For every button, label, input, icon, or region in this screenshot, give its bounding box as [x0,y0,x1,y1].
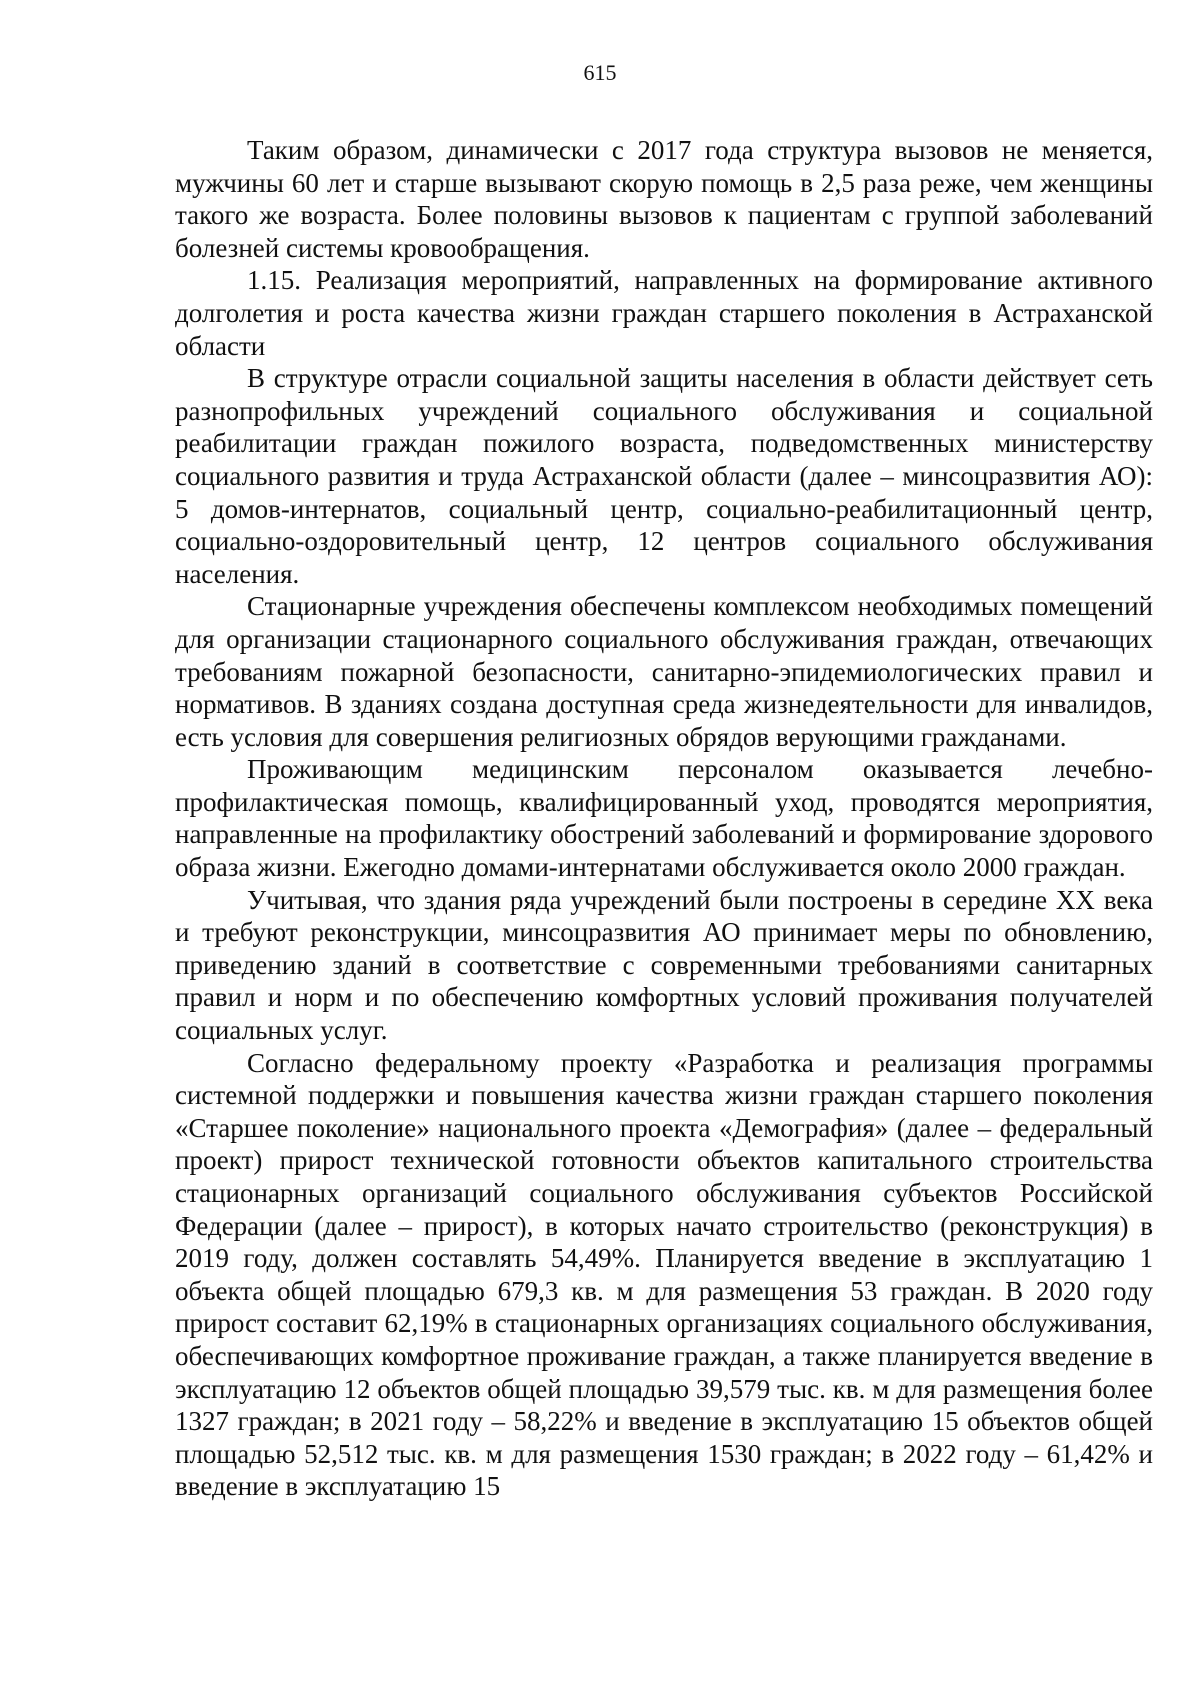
body-text [175,134,1153,1503]
paragraph-summary: Таким образом, динамически с 2017 года структура вызовов не меняется, мужчины 60 лет и старше вызывают скорую помощь в 2,5 раза реже, чем женщины такого же возраста. Более половины вызовов к пациентам с группой заболеваний болезней системы кровообращения. [175,135,1153,263]
paragraph-federal-project: Согласно федеральному проекту «Разработка и реализация программы системной поддержки и повышения качества жизни граждан старшего поколения «Старшее поколение» национального проекта «Демография» (далее – федеральный проект) прирост технической готовности объектов капитального строительства стационарных организаций социального обслуживания субъектов Российской Федерации (далее – прирост), в которых начато строительство (реконструкция) в 2019 году, должен составлять 54,49%. Планируется введение в эксплуатацию 1 объекта общей площадью 679,3 кв. м для размещения 53 граждан. В 2020 году прирост составит 62,19% в стационарных организациях социального обслуживания, обеспечивающих комфортное проживание граждан, а также планируется введение в эксплуатацию 12 объектов общей площадью 39,579 тыс. кв. м для размещения более 1327 граждан; в 2021 году – 58,22% и введение в эксплуатацию 15 объектов общей площадью 52,512 тыс. кв. м для размещения 1530 граждан; в 2022 году – 61,42% и введение в эксплуатацию 15 [175,1047,1153,1502]
paragraph-institutions-network: В структуре отрасли социальной защиты населения в области действует сеть разнопрофильных учреждений социального обслуживания и социальной реабилитации граждан пожилого возраста, подведомственных министерству социального развития и труда Астраханской области (далее – минсоцразвития АО): 5 домов-интернатов, социальный центр, социально-реабилитационный центр, социально-оздоровительный центр, 12 центров социального обслуживания населения. [175,363,1153,589]
paragraph-reconstruction: Учитывая, что здания ряда учреждений были построены в середине XX века и требуют реконструкции, минсоцразвития АО принимает меры по обновлению, приведению зданий в соответствие с современными требованиями санитарных правил и норм и по обеспечению комфортных условий проживания получателей социальных услуг. [175,884,1153,1046]
section-heading-1-15: 1.15. Реализация мероприятий, направленных на формирование активного долголетия и роста качества жизни граждан старшего поколения в Астраханской области [175,265,1153,361]
paragraph-medical-care: Проживающим медицинским персоналом оказывается лечебно-профилактическая помощь, квалифицированный уход, проводятся мероприятия, направленные на профилактику обострений заболеваний и формирование здорового образа жизни. Ежегодно домами-интернатами обслуживается около 2000 граждан. [175,754,1153,883]
paragraph-stationary-facilities: Стационарные учреждения обеспечены комплексом необходимых помещений для организации стационарного социального обслуживания граждан, отвечающих требованиям пожарной безопасности, санитарно-эпидемиологических правил и нормативов. В зданиях создана доступная среда жизнедеятельности для инвалидов, есть условия для совершения религиозных обрядов верующими гражданами. [175,591,1153,752]
page-number: 615 [583,60,617,85]
